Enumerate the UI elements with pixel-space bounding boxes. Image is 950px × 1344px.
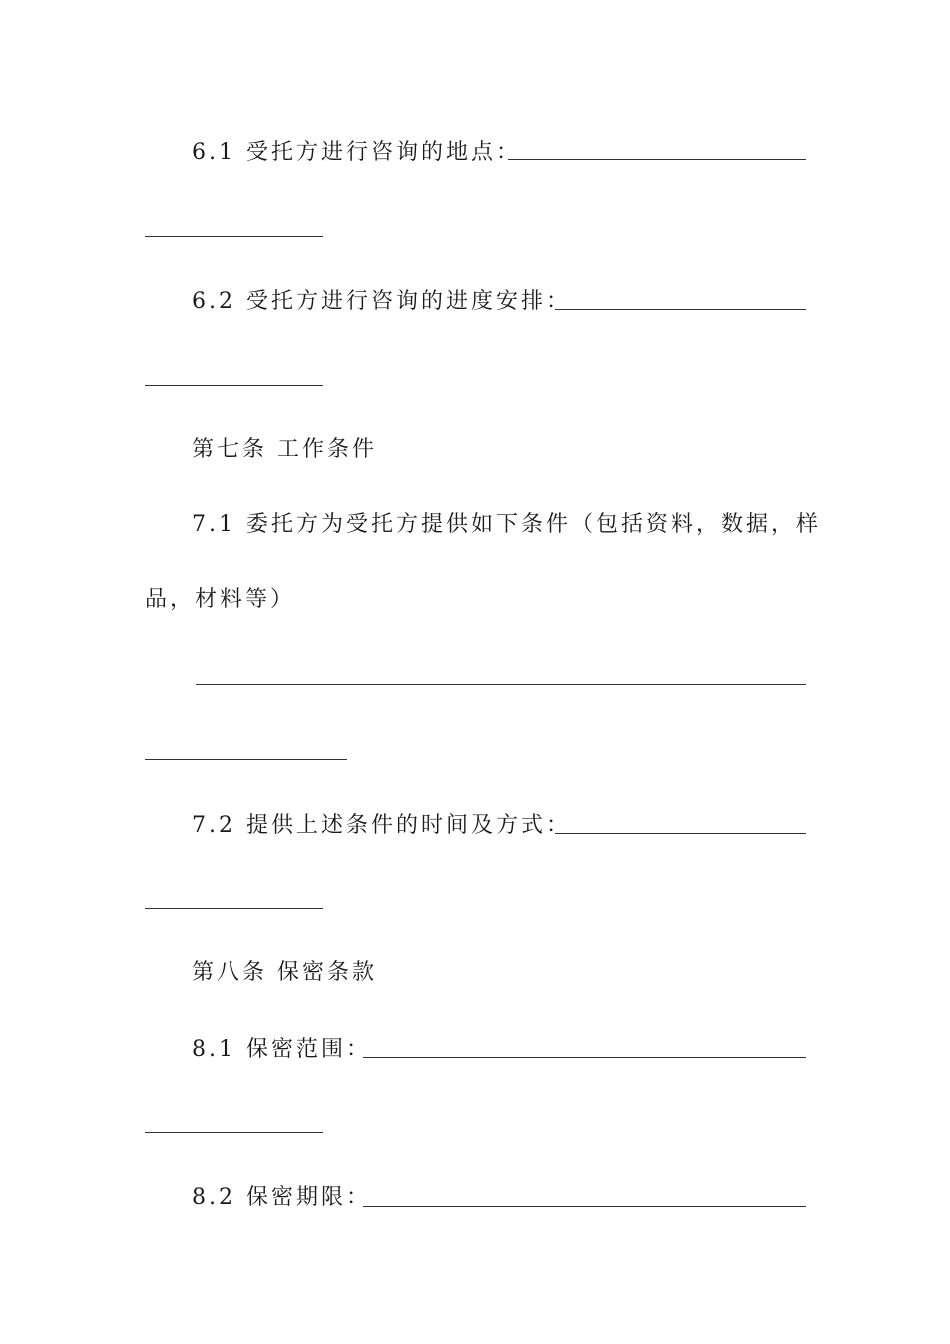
article-7-heading: 第七条 工作条件 [192,437,377,462]
clause-7-2-blank-continued [145,908,323,909]
clause-7-1-text-line2: 品，材料等） [145,587,296,612]
clause-8-1-label: 8.1 保密范围： [192,1037,371,1062]
clause-8-2-blank [363,1206,806,1207]
clause-6-1-label: 6.1 受托方进行咨询的地点： [192,140,521,165]
clause-7-2-label: 7.2 提供上述条件的时间及方式： [192,813,571,838]
clause-6-1-blank [508,159,806,160]
clause-7-1-blank-continued [145,759,347,760]
article-8-heading: 第八条 保密条款 [192,960,377,985]
clause-7-1-blank [196,684,806,685]
clause-7-1-text-line1: 7.1 委托方为受托方提供如下条件（包括资料，数据，样 [192,512,821,537]
clause-8-1-blank [363,1057,806,1058]
clause-8-1-blank-continued [145,1132,323,1133]
clause-7-2-blank [555,833,806,834]
clause-8-2-label: 8.2 保密期限： [192,1185,371,1210]
clause-6-2-label: 6.2 受托方进行咨询的进度安排： [192,289,571,314]
clause-6-2-blank [555,309,806,310]
clause-6-2-blank-continued [145,385,323,386]
clause-6-1-blank-continued [145,236,323,237]
